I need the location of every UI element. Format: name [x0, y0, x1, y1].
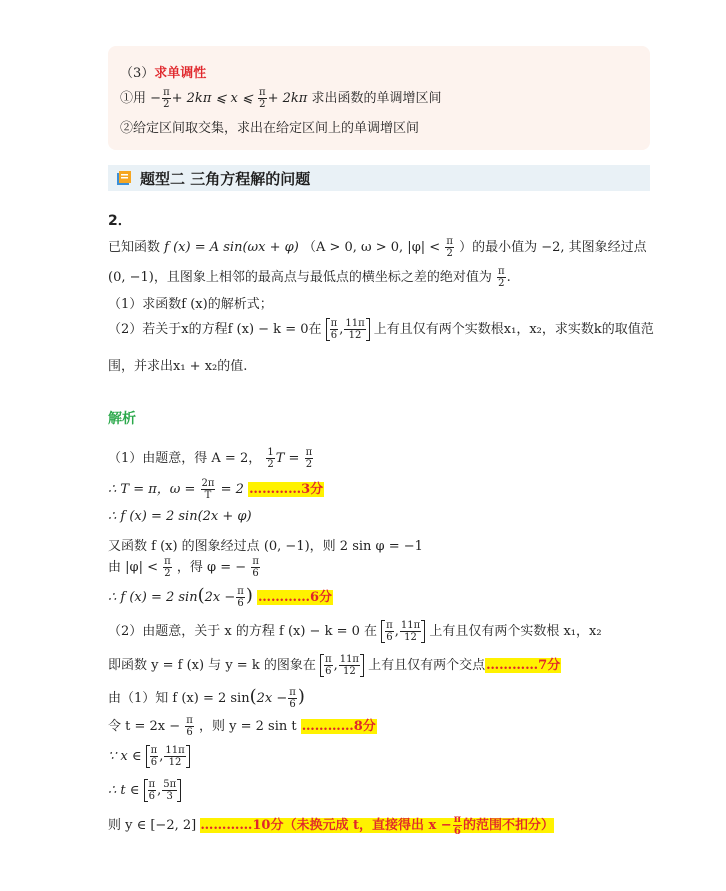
s2a: ∴ T = π，ω =: [108, 482, 196, 497]
s8b: 上有且仅有两个交点: [368, 658, 486, 673]
s2b: = 2: [220, 482, 244, 497]
problem-line-2: (0, −1)，且图象上相邻的最高点与最低点的横坐标之差的绝对值为 $\frac{\pi}{2}$ .: [108, 266, 511, 289]
problem-number: 2．: [108, 213, 132, 229]
note-line-3: [120, 62, 206, 81]
interval: $\frac{\pi}{6}$ , $\frac{11\pi}{12}$: [326, 318, 370, 341]
sol-line-12: ∴ t ∈ $\frac{\pi}{6}$ , $\frac{5\pi}{3}$: [108, 779, 181, 802]
s5a: 由 |φ| <: [108, 560, 159, 575]
p1c: ）的最小值为 −2, 其图象经过点: [459, 240, 647, 255]
score-3: …………3分: [249, 482, 324, 497]
frac-pi-2: $\frac{\pi}{2}$: [446, 236, 453, 259]
solution-heading: 解析: [108, 411, 136, 427]
section-title: 题型二 三角方程解的问题: [140, 170, 311, 188]
question-2-cont: 围，并求出x₁ + x₂的值.: [108, 359, 248, 374]
score-6: …………6分: [258, 590, 333, 605]
score-8: …………8分: [301, 719, 376, 734]
note-line-rule1: [120, 87, 441, 110]
sol-line-6: ∴ f (x) = 2 sin(2x − $\frac{\pi}{6}$ ) …………6分: [108, 585, 333, 609]
problem-line-1: [108, 236, 647, 259]
book-icon: [116, 170, 132, 186]
note-rule1-pre: ①用: [120, 91, 147, 106]
s12a: ∴ t ∈: [108, 783, 140, 798]
note-rule1-math: − $\frac{\pi}{2}$ + 2kπ ⩽ x ⩽ $\frac{\pi}{2}$ + 2kπ: [150, 87, 308, 110]
s13a: 则 y ∈ [−2, 2]: [108, 818, 197, 833]
s5b: ，得 φ = −: [176, 560, 247, 575]
question-2: [108, 318, 654, 341]
note-prefix: （3）: [120, 66, 155, 81]
s10a: 令 t = 2x −: [108, 719, 181, 734]
s10b: ，则 y = 2 sin t: [199, 719, 297, 734]
note-title: 求单调性: [154, 66, 207, 81]
note-rule1-post: 求出函数的单调增区间: [311, 91, 442, 106]
s8a: 即函数 y = f (x) 与 y = k 的图象在: [108, 658, 316, 673]
question-1: （1）求函数f (x)的解析式；: [108, 297, 273, 312]
q2b: 上有且仅有两个实数根x₁，x₂，求实数k的取值范: [373, 322, 654, 337]
sol-line-8: 即函数 y = f (x) 与 y = k 的图象在 $\frac{\pi}{6}$ , $\frac{11\pi}{12}$ 上有且仅有两个交点…………7分: [108, 654, 561, 677]
score-10: …………10分（未换元成 t，直接得出 x − $\frac{\pi}{6}$ 的范围不扣分）: [200, 814, 555, 837]
note-line-rule2: ②给定区间取交集，求出在给定区间上的单调增区间: [120, 121, 420, 136]
sol-line-4: 又函数 f (x) 的图象经过点 (0, −1)，则 2 sin φ = −1: [108, 539, 423, 554]
p1b: （A > 0, ω > 0, |φ| <: [302, 240, 441, 255]
p2a: (0, −1)，且图象上相邻的最高点与最低点的横坐标之差的绝对值为: [108, 270, 492, 285]
sol-line-9: 由（1）知 f (x) = 2 sin(2x − $\frac{\pi}{6}$ ): [108, 686, 305, 710]
sol-line-3: [108, 509, 252, 524]
sol-line-11: ∵ x ∈ $\frac{\pi}{6}$ , $\frac{11\pi}{12}$: [108, 745, 190, 768]
s11a: ∵ x ∈: [108, 749, 142, 764]
s7b: 上有且仅有两个实数根 x₁，x₂: [429, 624, 602, 639]
sol-line-2: ∴ T = π，ω = $\frac{2\pi}{T}$ = 2 …………3分: [108, 478, 324, 501]
p1a: 已知函数: [108, 240, 161, 255]
sol-line-5: 由 |φ| < $\frac{\pi}{2}$ ，得 φ = − $\frac{\pi}{6}$: [108, 556, 259, 579]
s9a: 由（1）知 f (x) = 2 sin: [108, 691, 250, 706]
frac-pi-2: $\frac{\pi}{2}$: [497, 266, 505, 289]
p1f: f (x) = A sin(ωx + φ): [164, 240, 299, 255]
sol-line-7: （2）由题意，关于 x 的方程 f (x) − k = 0 在 $\frac{\pi}{6}$ , $\frac{11\pi}{12}$ 上有且仅有两个实数根 x₁，x₂: [108, 620, 602, 643]
s1a: （1）由题意，得 A = 2，: [108, 451, 262, 466]
s6a: ∴ f (x) = 2 sin: [108, 590, 198, 605]
section-banner: [108, 165, 650, 191]
score-7: …………7分: [486, 658, 561, 673]
sol-line-1: （1）由题意，得 A = 2， $\frac{1}{2}$ T = $\frac{\pi}{2}$: [108, 447, 313, 470]
sol-line-10: 令 t = 2x − $\frac{\pi}{6}$ ，则 y = 2 sin t …………8分: [108, 715, 376, 738]
sol-line-13: [108, 814, 554, 837]
method-note-box: [108, 46, 650, 150]
q2a: （2）若关于x的方程f (x) − k = 0在: [108, 322, 322, 337]
s3: ∴ f (x) = 2 sin(2x + φ): [108, 509, 252, 524]
s7a: （2）由题意，关于 x 的方程 f (x) − k = 0 在: [108, 624, 378, 639]
